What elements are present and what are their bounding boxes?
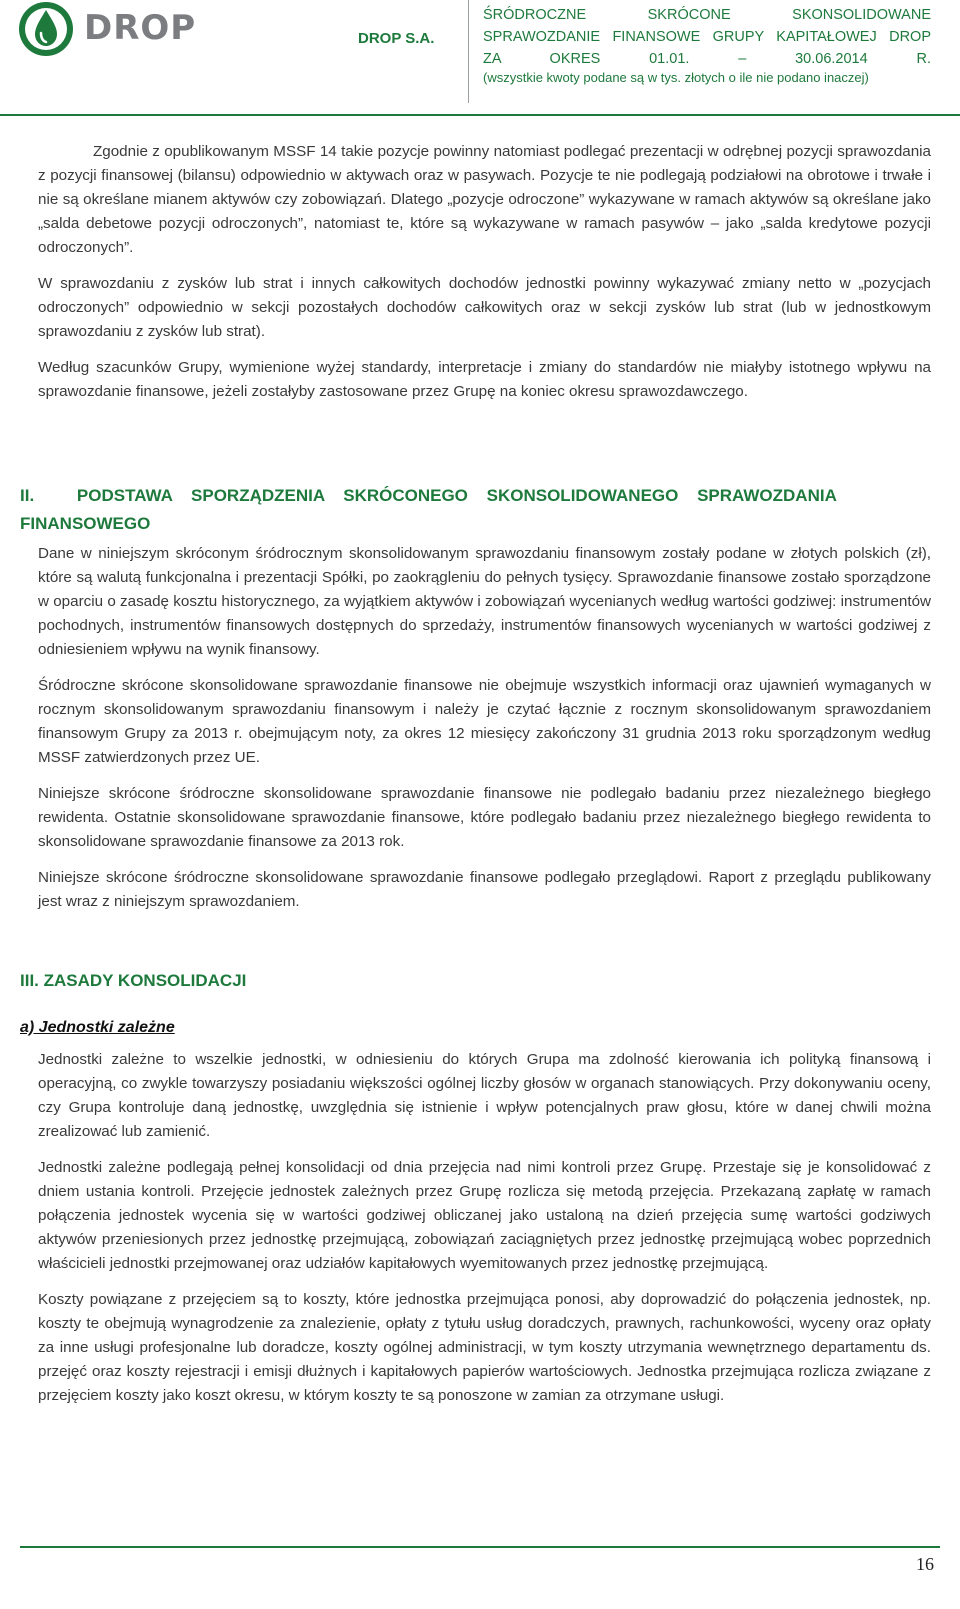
header-rule [0, 114, 960, 116]
section-2-title: PODSTAWA SPORZĄDZENIA SKRÓCONEGO SKONSOLIDOWANEGO SPRAWOZDANIA FINANSOWEGO [20, 486, 837, 533]
intro-paragraph-3: Według szacunków Grupy, wymienione wyżej standardy, interpretacje i zmiany do standardów nie miałyby istotnego wpływu na sprawozdanie finansowe, jeżeli zostałyby zastosowane przez Grupę na koniec okresu sprawozdawczego. [38, 359, 931, 400]
page-header [0, 0, 960, 120]
section-3-paragraph-1: Jednostki zależne to wszelkie jednostki, w odniesieniu do których Grupa ma zdolność kierowania ich polityką finansową i operacyjną, co zwykle towarzyszy posiadaniu większości ogólnej liczby głosów w organach stanowiących. Przy dokonywaniu oceny, czy Grupa kontroluje daną jednostkę, uwzględnia się istnienie i wpływ potencjalnych praw głosu, które w danej chwili można zrealizować lub zamienić. [38, 1051, 931, 1140]
report-title-line: ZA OKRES 01.01. – 30.06.2014 R. [483, 51, 931, 67]
section-2-number: II. [20, 486, 35, 505]
footer-rule [20, 1546, 940, 1548]
page-number: 16 [916, 1554, 934, 1574]
section-2-paragraph-2: Śródroczne skrócone skonsolidowane sprawozdanie finansowe nie obejmuje wszystkich informacji oraz ujawnień wymaganych w rocznym skonsolidowanym sprawozdaniu finansowym i należy je czytać łącznie z rocznym skonsolidowanym sprawozdaniem finansowym Grupy za 2013 r. obejmującym noty, za okres 12 miesięcy zakończony 31 grudnia 2013 roku sporządzonym według MSSF zatwierdzonych przez UE. [38, 677, 931, 766]
company-name: DROP S.A. [358, 30, 435, 47]
subsection-a-heading: a) Jednostki zależne [20, 1019, 175, 1036]
section-2-heading [20, 482, 932, 538]
report-title [483, 4, 931, 70]
section-2-paragraph-4: Niniejsze skrócone śródroczne skonsolidowane sprawozdanie finansowe podlegało przeglądowi. Raport z przeglądu publikowany jest wraz z niniejszym sprawozdaniem. [38, 869, 931, 910]
report-title-line: SPRAWOZDANIE FINANSOWE GRUPY KAPITAŁOWEJ DROP [483, 29, 931, 45]
section-3-paragraph-2: Jednostki zależne podlegają pełnej konsolidacji od dnia przejęcia nad nimi kontroli przez Grupę. Przestaje się je konsolidować z dniem ustania kontroli. Przejęcie jednostek zależnych przez Grupę rozlicza się metodą przejęcia. Przekazaną zapłatę w ramach połączenia jednostek wycenia się w wartości godziwej obliczanej jako ustaloną na dzień przejęcia sumę wartości godziwych aktywów przeniesionych przez jednostkę przejmującą, zobowiązań zaciągniętych przez jednostkę przejmującą wobec poprzednich właścicieli jednostki przejmowanej oraz udziałów kapitałowych wyemitowanych przez jednostkę przejmującą. [38, 1159, 931, 1272]
section-3-body [38, 1048, 931, 1420]
drop-logo-icon [18, 0, 74, 58]
section-2-body [38, 542, 931, 926]
intro-block [38, 140, 931, 416]
header-divider [468, 0, 469, 103]
report-title-line: ŚRÓDROCZNE SKRÓCONE SKONSOLIDOWANE [483, 7, 931, 23]
intro-paragraph-2: W sprawozdaniu z zysków lub strat i innych całkowitych dochodów jednostki powinny wykazywać zmiany netto w „pozycjach odroczonych” odpowiednio w sekcji pozostałych dochodów całkowitych oraz w sekcji zysków lub strat (lub w jednostkowym sprawozdaniu z zysków lub strat). [38, 275, 931, 340]
logo-text: DROP [84, 8, 197, 48]
amounts-note: (wszystkie kwoty podane są w tys. złotych o ile nie podano inaczej) [483, 70, 869, 85]
section-3-paragraph-3: Koszty powiązane z przejęciem są to koszty, które jednostka przejmująca ponosi, aby doprowadzić do połączenia jednostek, np. koszty te obejmują wynagrodzenie za znalezienie, opłaty z tytułu usług doradczych, prawnych, rachunkowości, wyceny oraz opłaty za inne usługi profesjonalne lub doradcze, koszty ogólnej administracji, w tym koszty utrzymania wewnętrznego departamentu ds. przejęć oraz koszty rejestracji i emisji dłużnych i kapitałowych papierów wartościowych. Jednostka przejmująca rozlicza związane z przejęciem koszty jako koszt okresu, w którym koszty te są ponoszone w zamian za otrzymane usługi. [38, 1291, 931, 1404]
drop-logo [18, 0, 197, 58]
intro-paragraph-1: Zgodnie z opublikowanym MSSF 14 takie pozycje powinny natomiast podlegać prezentacji w odrębnej pozycji sprawozdania z pozycji finansowej (bilansu) odpowiednio w aktywach oraz w pasywach. Pozycje te nie podlegają podziałowi na obrotowe i trwałe i nie są określane mianem aktywów czy zobowiązań. Dlatego „pozycje odroczone” wykazywane w ramach aktywów są określane jako „salda debetowe pozycji odroczonych”, natomiast te, które są wykazywane w ramach pasywów – jako „salda kredytowe pozycji odroczonych”. [38, 143, 931, 256]
section-2-paragraph-1: Dane w niniejszym skróconym śródrocznym skonsolidowanym sprawozdaniu finansowym zostały podane w złotych polskich (zł), które są walutą funkcjonalna i prezentacji Spółki, po zaokrągleniu do pełnych tysięcy. Sprawozdanie finansowe zostało sporządzone w oparciu o zasadę kosztu historycznego, za wyjątkiem aktywów i zobowiązań wycenianych według wartości godziwej: instrumentów pochodnych, instrumentów finansowych dostępnych do sprzedaży, instrumentów finansowych wycenianych w wartości godziwej z odniesieniem wpływu na wynik finansowy. [38, 545, 931, 658]
section-2-paragraph-3: Niniejsze skrócone śródroczne skonsolidowane sprawozdanie finansowe nie podlegało badaniu przez niezależnego biegłego rewidenta. Ostatnie skonsolidowane sprawozdanie finansowe, które podlegało badaniu przez niezależnego biegłego rewidenta to skonsolidowane sprawozdanie finansowe za 2013 rok. [38, 785, 931, 850]
section-3-heading: III. ZASADY KONSOLIDACJI [20, 971, 247, 990]
